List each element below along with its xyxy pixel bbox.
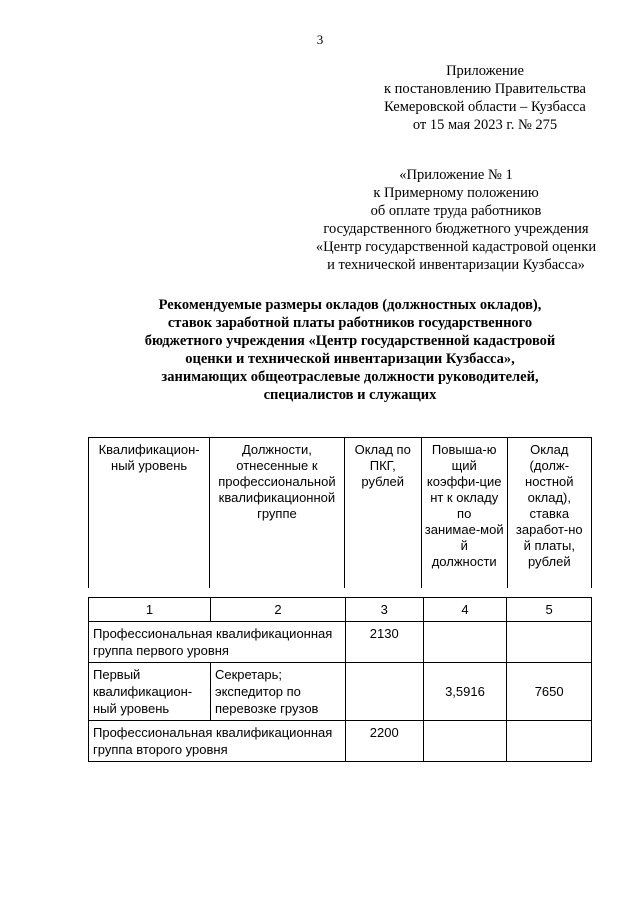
header-text: щий — [451, 458, 477, 473]
appendix-ref-line: «Центр государственной кадастровой оценки — [315, 239, 597, 255]
appendix-header-line: Кемеровской области – Кузбасса — [384, 99, 586, 115]
column-number: 2 — [210, 598, 345, 622]
appendix-header-line: к постановлению Правительства — [384, 81, 586, 97]
final-salary-cell: 7650 — [507, 663, 592, 721]
appendix-ref-line: «Приложение № 1 — [399, 167, 513, 183]
header-pkg-salary — [344, 438, 421, 589]
title-line: ставок заработной платы работников государственного — [167, 315, 533, 331]
empty-cell — [507, 721, 592, 762]
appendix-header-line: от 15 мая 2023 г. № 275 — [412, 117, 558, 133]
appendix-ref-line: и технической инвентаризации Кузбасса» — [327, 257, 585, 273]
pkg-salary-cell — [345, 663, 423, 721]
header-text: по — [457, 506, 472, 521]
header-text: нт к окладу — [430, 490, 499, 505]
header-text: Повыша-ю — [431, 442, 497, 457]
header-text: ный уровень — [111, 458, 188, 473]
header-text: й — [460, 538, 468, 553]
header-text: Должности, — [241, 442, 312, 457]
header-text: оклад), — [527, 490, 571, 505]
cell-text: Секретарь; — [214, 667, 282, 682]
group-first-level-salary: 2130 — [345, 622, 423, 663]
group-second-level-name — [89, 721, 346, 762]
appendix-header-line: Приложение — [446, 63, 524, 79]
cell-text: Профессиональная квалификационная — [93, 626, 333, 641]
column-number-row — [89, 598, 592, 622]
header-text: рублей — [527, 554, 571, 569]
header-text: Оклад — [530, 442, 569, 457]
title-line: бюджетного учреждения «Центр государственной кадастровой — [144, 333, 556, 349]
group-second-level-salary: 2200 — [345, 721, 423, 762]
cell-text: группа второго уровня — [93, 742, 228, 757]
qualification-level-cell — [89, 663, 211, 721]
appendix-ref-line: к Примерному положению — [373, 185, 539, 201]
header-final-salary — [507, 438, 591, 589]
column-number: 4 — [423, 598, 507, 622]
coefficient-cell: 3,5916 — [423, 663, 507, 721]
header-text: (долж- — [529, 458, 570, 473]
title-line: занимающих общеотраслевые должности руководителей, — [161, 369, 539, 385]
group-first-level-name — [89, 622, 346, 663]
header-coefficient — [421, 438, 507, 589]
header-qualification-level — [89, 438, 210, 589]
salary-table — [88, 597, 592, 762]
title-line: специалистов и служащих — [263, 387, 437, 403]
header-text: коэффи-цие — [426, 474, 502, 489]
column-number: 1 — [89, 598, 211, 622]
column-number: 3 — [345, 598, 423, 622]
header-text: ставка — [529, 506, 570, 521]
cell-text: Профессиональная квалификационная — [93, 725, 333, 740]
header-text: отнесенные к — [236, 458, 318, 473]
appendix-header — [360, 62, 610, 134]
table-row — [89, 721, 592, 762]
cell-text: ный уровень — [93, 701, 170, 716]
column-number: 5 — [507, 598, 592, 622]
document-title — [100, 296, 600, 404]
cell-text: перевозке грузов — [214, 701, 319, 716]
cell-text: группа первого уровня — [93, 643, 229, 658]
page-number: 3 — [316, 32, 324, 47]
header-text: профессиональной — [218, 474, 336, 489]
header-text: занимае-мой — [424, 522, 504, 537]
table-row — [89, 663, 592, 721]
empty-cell — [507, 622, 592, 663]
appendix-ref-line: государственного бюджетного учреждения — [323, 221, 589, 237]
header-text: ностной — [525, 474, 574, 489]
appendix-ref-line: об оплате труда работников — [370, 203, 542, 219]
title-line: оценки и технической инвентаризации Кузбасса», — [185, 351, 515, 367]
header-text: квалификационной — [218, 490, 336, 505]
cell-text: Первый — [93, 667, 141, 682]
appendix-reference — [296, 166, 616, 274]
header-text: ПКГ, — [369, 458, 396, 473]
header-text: Оклад по — [354, 442, 411, 457]
title-line: Рекомендуемые размеры окладов (должностных окладов), — [158, 297, 542, 313]
cell-text: квалификацион- — [93, 684, 193, 699]
cell-text: экспедитор по — [214, 684, 301, 699]
header-text: заработ-но — [515, 522, 583, 537]
header-text: должности — [431, 554, 497, 569]
empty-cell — [423, 721, 507, 762]
positions-cell — [210, 663, 345, 721]
header-positions — [210, 438, 344, 589]
header-text: Квалификацион- — [98, 442, 200, 457]
header-text: рублей — [361, 474, 405, 489]
header-text: группе — [257, 506, 297, 521]
empty-cell — [423, 622, 507, 663]
header-text: й платы, — [523, 538, 575, 553]
table-row — [89, 622, 592, 663]
salary-table-header — [88, 437, 592, 588]
